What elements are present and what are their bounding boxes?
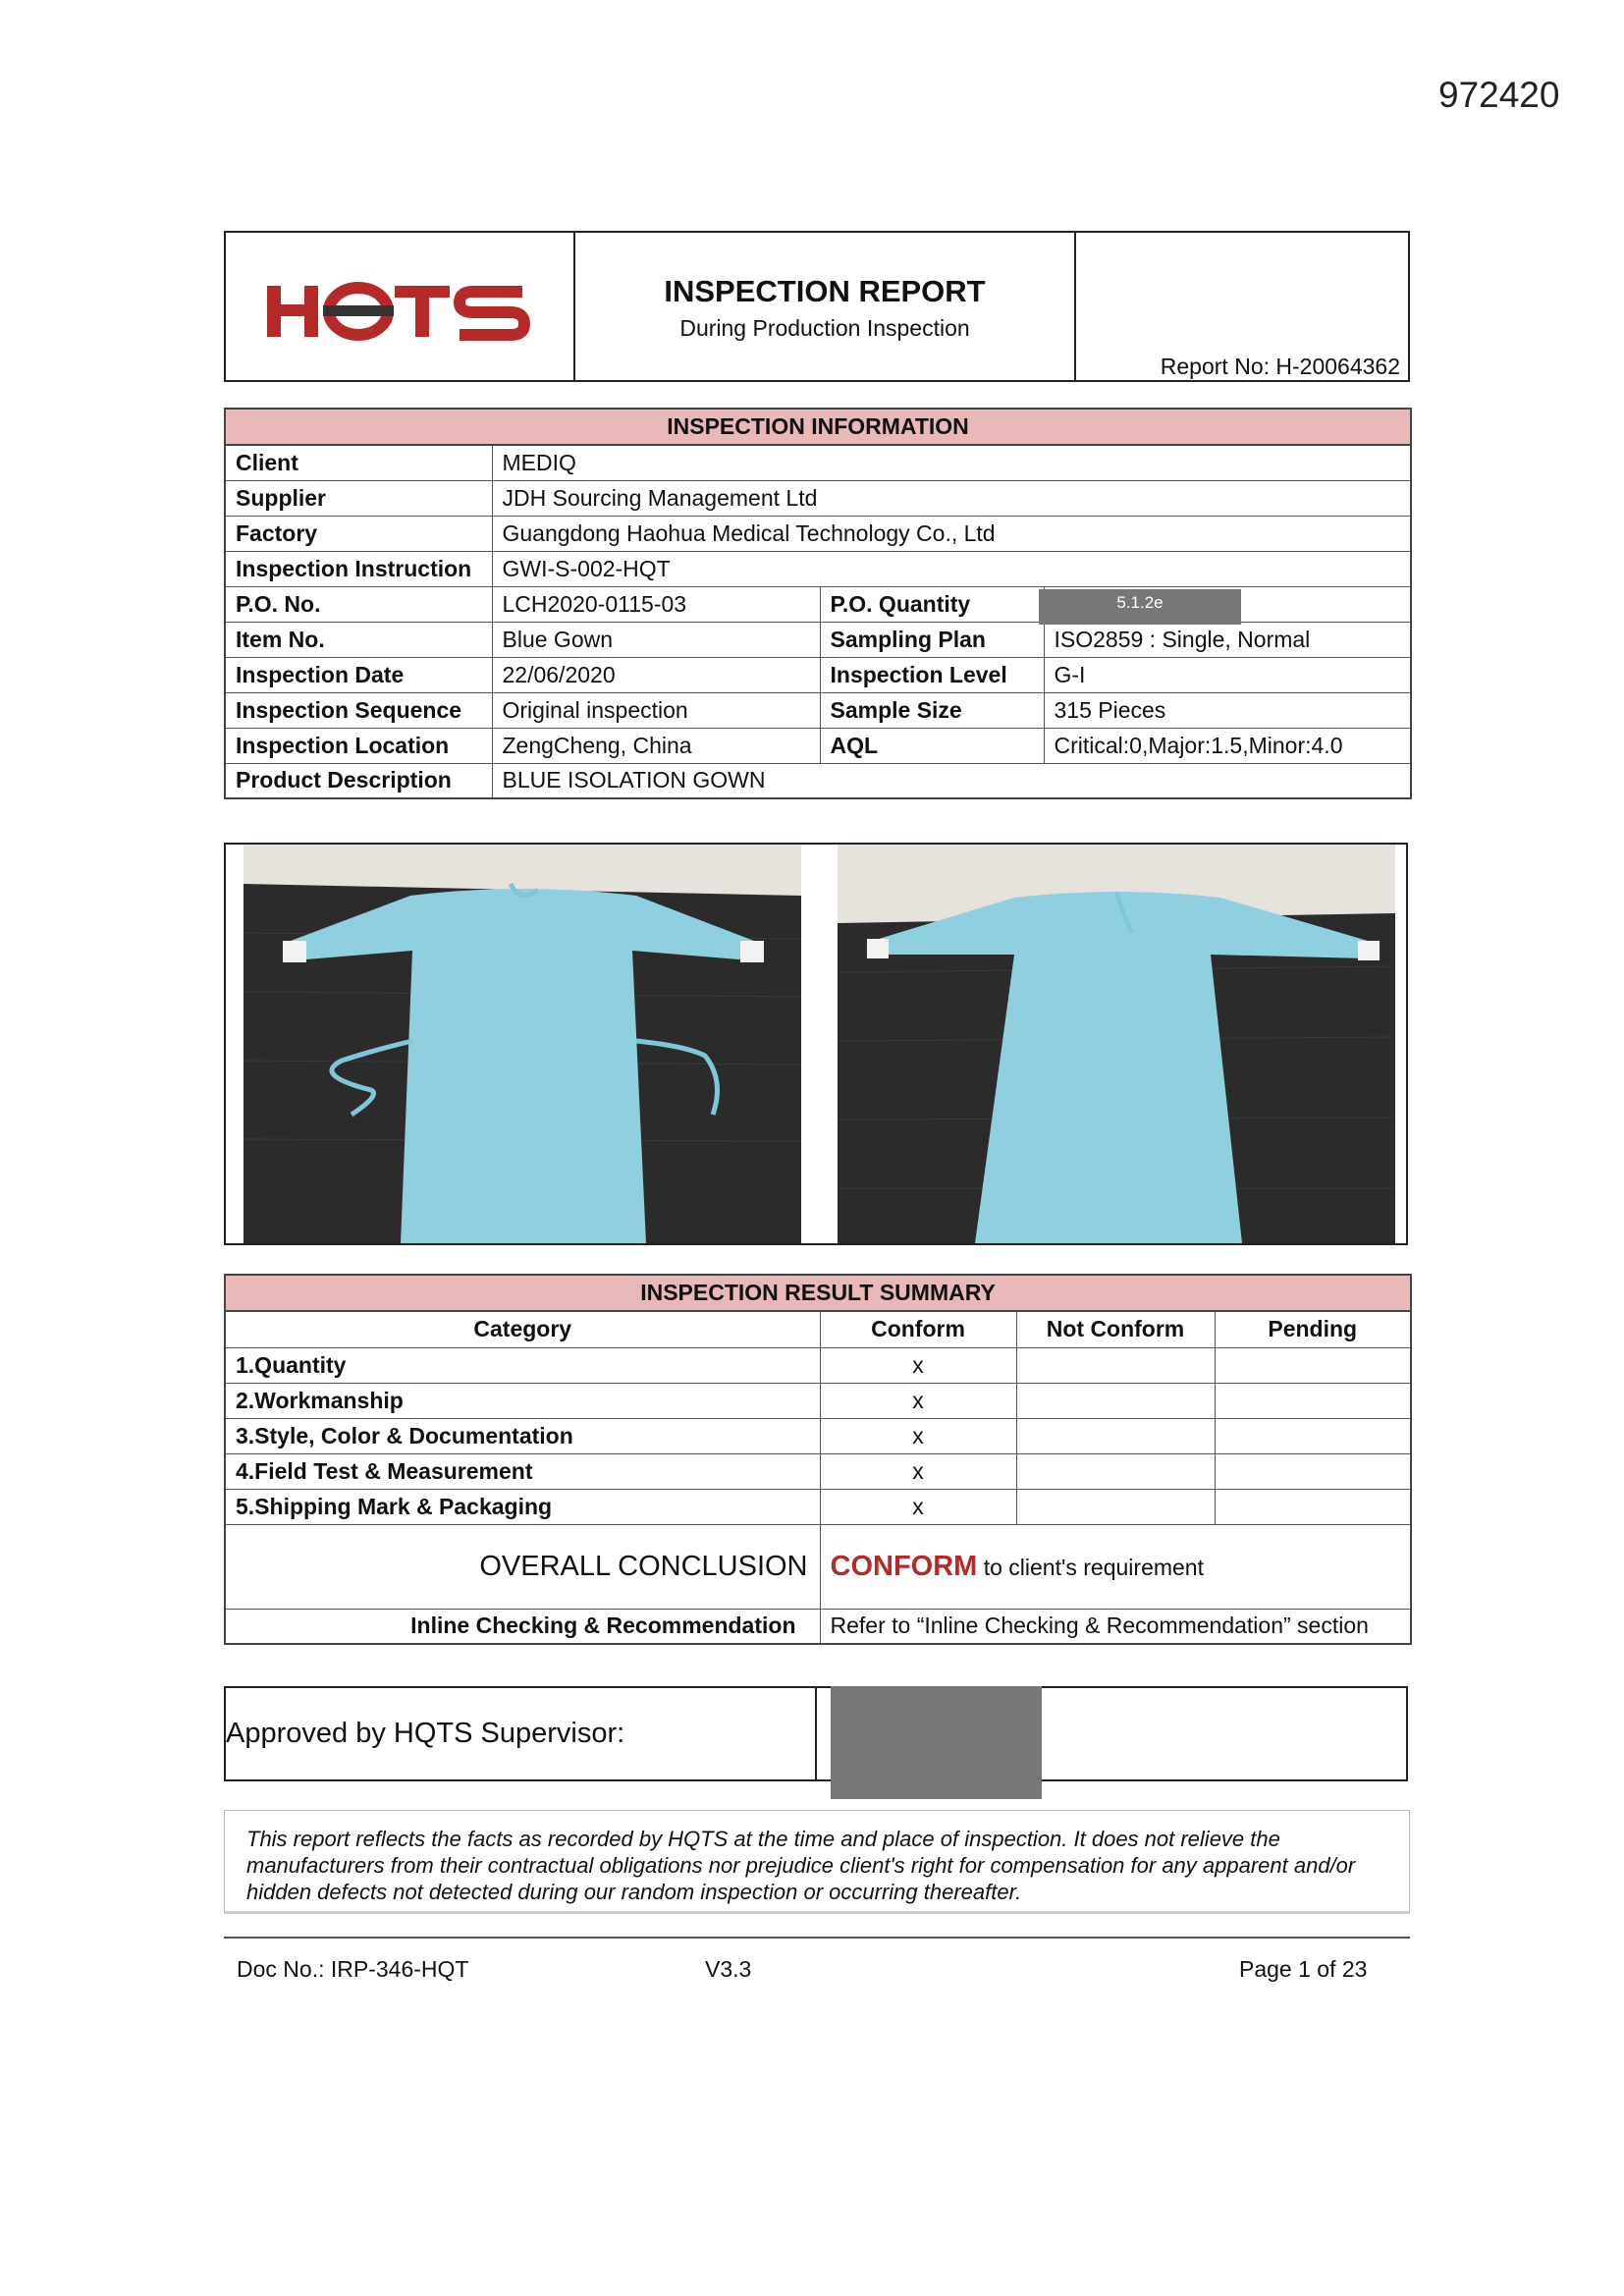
approval-box [224,1686,1408,1781]
inline-checking-label: Inline Checking & Recommendation [225,1609,820,1644]
instruction-value: GWI-S-002-HQT [492,551,1411,586]
conform-cell: x [820,1418,1016,1453]
item-no-value: Blue Gown [492,622,820,657]
table-row [225,1347,1411,1383]
inspection-information-heading: INSPECTION INFORMATION [225,409,1411,445]
inspection-result-summary-table [224,1274,1412,1645]
inspection-location-label: Inspection Location [225,728,492,763]
factory-value: Guangdong Haohua Medical Technology Co., Ltd [492,516,1411,551]
category-cell: 5.Shipping Mark & Packaging [225,1489,820,1524]
aql-value: Critical:0,Major:1.5,Minor:4.0 [1044,728,1411,763]
report-header [224,231,1410,382]
sample-size-value: 315 Pieces [1044,692,1411,728]
inspection-date-value: 22/06/2020 [492,657,820,692]
inspection-location-value: ZengCheng, China [492,728,820,763]
table-row [225,1489,1411,1524]
po-quantity-redaction: 5.1.2e [1039,589,1241,625]
pending-cell [1215,1453,1411,1489]
gown-front-photo [244,845,801,1243]
inspection-level-value: G-I [1044,657,1411,692]
inspection-level-label: Inspection Level [820,657,1044,692]
product-description-label: Product Description [225,763,492,798]
table-row [225,1418,1411,1453]
conform-column-header: Conform [820,1311,1016,1347]
disclaimer: This report reflects the facts as recorded by HQTS at the time and place of inspection. It does not relieve the manufacturers from their contractual obligations nor prejudice client's right for compensation for any apparent and/or hidden defects not detected during our random inspection or occurring thereafter. [224,1810,1410,1914]
product-photos [224,843,1408,1245]
not-conform-cell [1016,1489,1215,1524]
hqts-logo [267,282,534,341]
gown-back-photo [838,845,1395,1243]
category-cell: 2.Workmanship [225,1383,820,1418]
inspection-sequence-label: Inspection Sequence [225,692,492,728]
logo-cell [226,233,575,380]
client-value: MEDIQ [492,445,1411,480]
report-subtitle: During Production Inspection [679,315,970,341]
factory-label: Factory [225,516,492,551]
instruction-label: Inspection Instruction [225,551,492,586]
supplier-value: JDH Sourcing Management Ltd [492,480,1411,516]
report-number-cell [1076,233,1410,380]
po-no-value: LCH2020-0115-03 [492,586,820,622]
supplier-label: Supplier [225,480,492,516]
conform-cell: x [820,1347,1016,1383]
not-conform-cell [1016,1383,1215,1418]
overall-conclusion-label: OVERALL CONCLUSION [225,1524,820,1609]
pending-cell [1215,1418,1411,1453]
not-conform-cell [1016,1347,1215,1383]
sampling-plan-value: ISO2859 : Single, Normal [1044,622,1411,657]
pending-cell [1215,1383,1411,1418]
signature-redaction [831,1686,1042,1799]
product-description-value: BLUE ISOLATION GOWN [492,763,1411,798]
footer-divider [224,1937,1410,1939]
category-cell: 4.Field Test & Measurement [225,1453,820,1489]
category-column-header: Category [225,1311,820,1347]
document-number: 972420 [1438,75,1560,115]
approval-label: Approved by HQTS Supervisor: [226,1688,817,1779]
table-row [225,1453,1411,1489]
pending-cell [1215,1489,1411,1524]
footer-version: V3.3 [705,1956,752,1982]
po-quantity-label: P.O. Quantity [820,586,1044,622]
overall-conclusion-value [820,1524,1411,1609]
inspection-date-label: Inspection Date [225,657,492,692]
report-number: Report No: H-20064362 [1160,354,1400,379]
footer-page-number: Page 1 of 23 [1239,1956,1368,1982]
conform-cell: x [820,1489,1016,1524]
not-conform-column-header: Not Conform [1016,1311,1215,1347]
conclusion-status: CONFORM [830,1550,978,1582]
item-no-label: Item No. [225,622,492,657]
conform-cell: x [820,1383,1016,1418]
client-label: Client [225,445,492,480]
report-title: INSPECTION REPORT [664,274,986,308]
not-conform-cell [1016,1453,1215,1489]
po-no-label: P.O. No. [225,586,492,622]
category-cell: 3.Style, Color & Documentation [225,1418,820,1453]
sample-size-label: Sample Size [820,692,1044,728]
title-cell [575,233,1076,380]
result-summary-heading: INSPECTION RESULT SUMMARY [225,1275,1411,1311]
table-row [225,1383,1411,1418]
sampling-plan-label: Sampling Plan [820,622,1044,657]
pending-cell [1215,1347,1411,1383]
footer-doc-number: Doc No.: IRP-346-HQT [237,1956,469,1982]
inline-checking-value: Refer to “Inline Checking & Recommendation” section [820,1609,1411,1644]
conform-cell: x [820,1453,1016,1489]
inspection-sequence-value: Original inspection [492,692,820,728]
pending-column-header: Pending [1215,1311,1411,1347]
category-cell: 1.Quantity [225,1347,820,1383]
conclusion-text: to client's requirement [983,1554,1204,1580]
aql-label: AQL [820,728,1044,763]
not-conform-cell [1016,1418,1215,1453]
